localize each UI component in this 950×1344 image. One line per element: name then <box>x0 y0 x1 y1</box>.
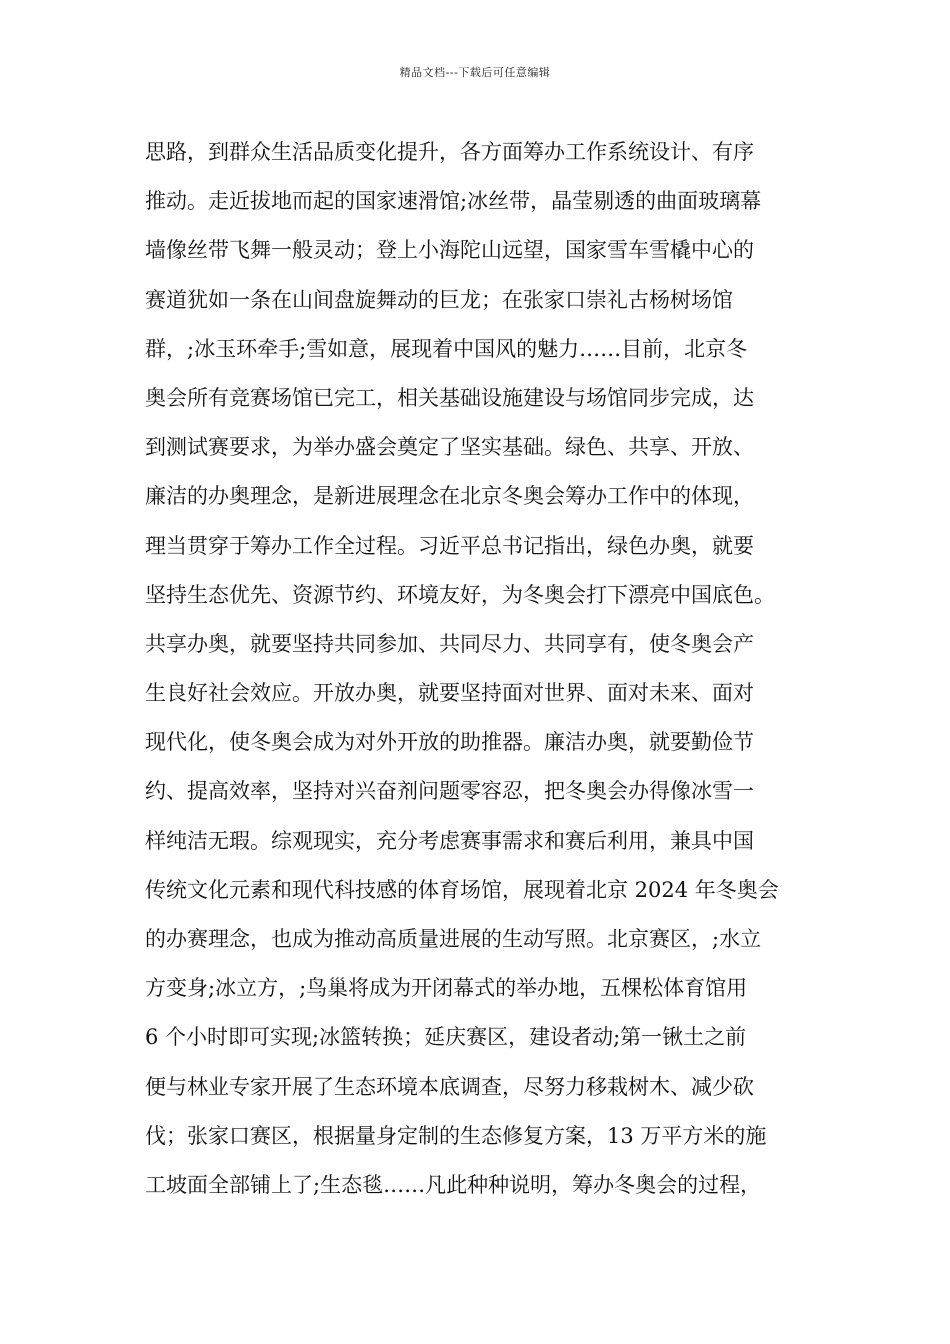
body-line: 奥会所有竞赛场馆已完工，相关基础设施建设与场馆同步完成，达 <box>145 385 754 410</box>
document-body <box>145 128 825 1210</box>
body-line: 到测试赛要求，为举办盛会奠定了坚实基础。绿色、共享、开放、 <box>145 435 754 460</box>
body-line: 廉洁的办奥理念，是新进展理念在北京冬奥会筹办工作中的体现， <box>145 484 754 509</box>
body-line: 生良好社会效应。开放办奥，就要坚持面对世界、面对未来、面对 <box>145 681 754 706</box>
body-line: 墙像丝带飞舞一般灵动；登上小海陀山远望，国家雪车雪橇中心的 <box>145 238 754 263</box>
body-line: 思路，到群众生活品质变化提升，各方面筹办工作系统设计、有序 <box>145 140 754 164</box>
body-line: 坚持生态优先、资源节约、环境友好，为冬奥会打下漂亮中国底色。 <box>145 582 775 607</box>
body-line: 推动。走近拔地而起的国家速滑馆;冰丝带，晶莹剔透的曲面玻璃幕 <box>145 189 762 214</box>
page-header: 精品文档---下载后可任意编辑 <box>399 66 551 79</box>
body-line: 现代化，使冬奥会成为对外开放的助推器。廉洁办奥，就要勤俭节 <box>145 730 754 755</box>
body-line: 样纯洁无瑕。综观现实，充分考虑赛事需求和赛后利用，兼具中国 <box>145 828 754 853</box>
body-line: 方变身;冰立方，;鸟巢将成为开闭幕式的举办地，五棵松体育馆用 <box>145 976 748 1001</box>
body-line: 工坡面全部铺上了;生态毯……凡此种种说明，筹办冬奥会的过程， <box>145 1172 762 1197</box>
body-line: 约、提高效率，坚持对兴奋剂问题零容忍，把冬奥会办得像冰雪一 <box>145 779 754 804</box>
body-line: 的办赛理念，也成为推动高质量进展的生动写照。北京赛区，;水立 <box>145 927 762 951</box>
body-line: 赛道犹如一条在山间盘旋舞动的巨龙；在张家口崇礼古杨树场馆 <box>145 287 733 312</box>
body-line: 6 个小时即可实现;冰篮转换；延庆赛区，建设者动;第一锹土之前 <box>145 1025 747 1050</box>
body-line: 传统文化元素和现代科技感的体育场馆，展现着北京 2024 年冬奥会 <box>145 877 779 902</box>
body-line: 理当贯穿于筹办工作全过程。习近平总书记指出，绿色办奥，就要 <box>145 533 754 558</box>
body-line: 共享办奥，就要坚持共同参加、共同尽力、共同享有，使冬奥会产 <box>145 631 754 656</box>
body-line: 便与林业专家开展了生态环境本底调查，尽努力移栽树木、减少砍 <box>145 1074 754 1099</box>
body-line: 群，;冰玉环牵手;雪如意，展现着中国风的魅力……目前，北京冬 <box>145 336 748 361</box>
body-line: 伐；张家口赛区，根据量身定制的生态修复方案，13 万平方米的施 <box>145 1123 767 1148</box>
